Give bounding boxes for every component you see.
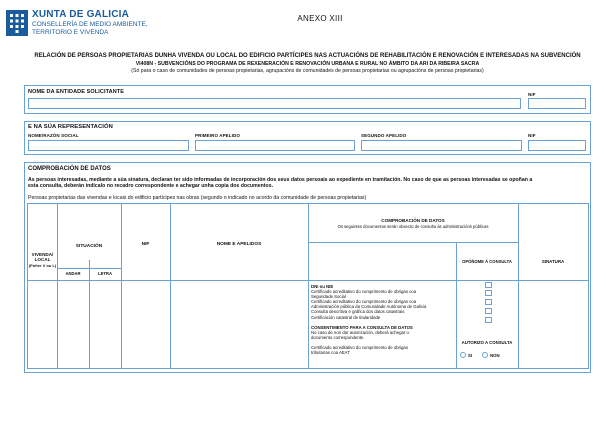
oppose-cadastre-title-checkbox[interactable] (485, 317, 492, 323)
representation-section (24, 121, 591, 155)
rep-nif-field[interactable] (528, 140, 586, 151)
rep-surname2-label: SEGUNDO APELIDO (361, 133, 407, 138)
owners-table (27, 203, 589, 369)
col-nif-header: NIF (141, 242, 150, 247)
title-line-2: VI408N - SUBVENCIÓNS DO PROGRAMA DE REXENERACIÓN E RENOVACIÓN URBANA E RURAL NO ÁMBITO DA ARI DA RIBEIRA SACRA (135, 60, 480, 67)
rep-surname2-field[interactable] (361, 140, 522, 151)
col-situation-header: SITUACIÓN (75, 244, 103, 249)
doc-galicia-1: Certificado acreditativo do cumprimento de obrigas coa (311, 299, 417, 305)
doc-cadastre-title: Certificación catastral de titularidade (311, 314, 381, 320)
oppose-social-security-checkbox[interactable] (485, 290, 492, 296)
authorize-no-label: NON (490, 353, 500, 358)
col-check-title: COMPROBACIÓN DE DATOS (381, 218, 445, 223)
owners-note: Persoas propietarias das vivendas e locais do edificio partícipes nas obras (segundo o indicado no acordo da comunidade de persoas propietarias) (28, 195, 367, 201)
consent-title: CONSENTIMENTO PARA A CONSULTA DE DATOS (311, 324, 413, 330)
authorize-yes-label: SI (468, 353, 473, 358)
rep-name-field[interactable] (28, 140, 189, 151)
authorize-no-radio[interactable] (482, 352, 488, 358)
col-check-header (308, 218, 518, 230)
oppose-galicia-checkbox[interactable] (485, 299, 492, 305)
entity-section (24, 85, 591, 114)
doc-cadastre-query: Consulta descritiva e gráfica dos datos catastrais (311, 309, 405, 315)
doc-social-security-1: Certificado acreditativo do cumprimento de obrigas coa (311, 289, 417, 295)
oppose-dni-checkbox[interactable] (485, 282, 492, 288)
title-line-1: RELACIÓN DE PERSOAS PROPIETARIAS DUNHA VIVENDA OU LOCAL DO EDIFICIO PARTÍCIPES NAS ACTUACIÓNS DE REHABILITACIÓN E RENOVACIÓN E INTERESADAS NA SUBVENCIÓN (34, 53, 581, 59)
rep-surname1-label: PRIMEIRO APELIDO (195, 133, 240, 138)
col-dwelling-line-3: (Poñer V ou L) (28, 262, 57, 268)
doc-galicia-2: Administración pública da Comunidade Autónoma de Galicia (311, 304, 427, 310)
doc-aeat-2: tributarias coa AEAT (311, 350, 350, 356)
col-dwelling-header (28, 252, 57, 268)
representation-title: E NA SÚA REPRESENTACIÓN (28, 124, 113, 130)
xunta-logo-icon (6, 10, 28, 36)
col-signature-header: SINATURA (541, 259, 565, 264)
entity-name-label: NOME DA ENTIDADE SOLICITANTE (28, 89, 124, 95)
verification-paragraph (28, 177, 588, 190)
verification-paragraph-line-1: As persoas interesadas, mediante a súa sinatura, declaran ter sido informadas de incorporación dos seus datos persoais ao expediente en tramitación. No caso de que as persoas interesadas se opoñan a (28, 177, 533, 183)
verification-paragraph-line-2: esta consulta, deberán indicalo no recadro correspondente e achegar unha copia dos documentos. (28, 183, 274, 190)
consent-text-1: No caso de non dar autorización, deberá achegar o (311, 329, 409, 335)
rep-surname1-field[interactable] (195, 140, 355, 151)
org-subtitle-line-2: TERRITORIO E VIVENDA (32, 29, 109, 36)
col-dwelling-line-2: LOCAL (34, 257, 51, 263)
title-line-3: (Só para o caso de comunidades de persoas propietarias, agrupacións de comunidades de persoas propietarias ou agrupacións de persoas propietarias) (131, 68, 484, 74)
col-name-header: NOME E APELIDOS (216, 242, 262, 247)
col-dwelling-line-1: VIVENDA/ (31, 252, 54, 257)
doc-social-security-2: Seguridade Social (311, 294, 346, 300)
col-check-subtitle: Os seguintes documentos serán obxecto de consulta ás administracións públicas (337, 224, 489, 229)
consent-text-2: documento correspondente. (311, 334, 365, 340)
rep-name-label: NOME/RAZÓN SOCIAL (28, 133, 79, 138)
document-title (20, 53, 595, 76)
col-oppose-header: OPÓÑOME Á CONSULTA (462, 259, 512, 264)
oppose-cadastre-query-checkbox[interactable] (485, 308, 492, 314)
entity-nif-field[interactable] (528, 98, 586, 109)
col-floor-header: ANDAR (65, 271, 81, 276)
authorize-label: AUTORIZO A CONSULTA (461, 340, 513, 345)
org-subtitle (32, 21, 148, 37)
doc-dni: DNI ou NIE (311, 284, 334, 289)
authorize-yes-radio[interactable] (460, 352, 466, 358)
entity-name-field[interactable] (28, 98, 521, 109)
annex-label: ANEXO XIII (297, 14, 343, 23)
org-name: XUNTA DE GALICIA (32, 9, 130, 20)
rep-nif-label: NIF (528, 133, 536, 138)
verification-title: COMPROBACIÓN DE DATOS (28, 166, 111, 172)
entity-nif-label: NIF (528, 92, 536, 97)
documents-list (311, 284, 455, 355)
doc-aeat-1: Certificado acreditativo do cumprimento de obrigas (311, 344, 408, 350)
org-subtitle-line-1: CONSELLERÍA DE MEDIO AMBIENTE, (32, 21, 148, 28)
col-letter-header: LETRA (98, 271, 112, 276)
